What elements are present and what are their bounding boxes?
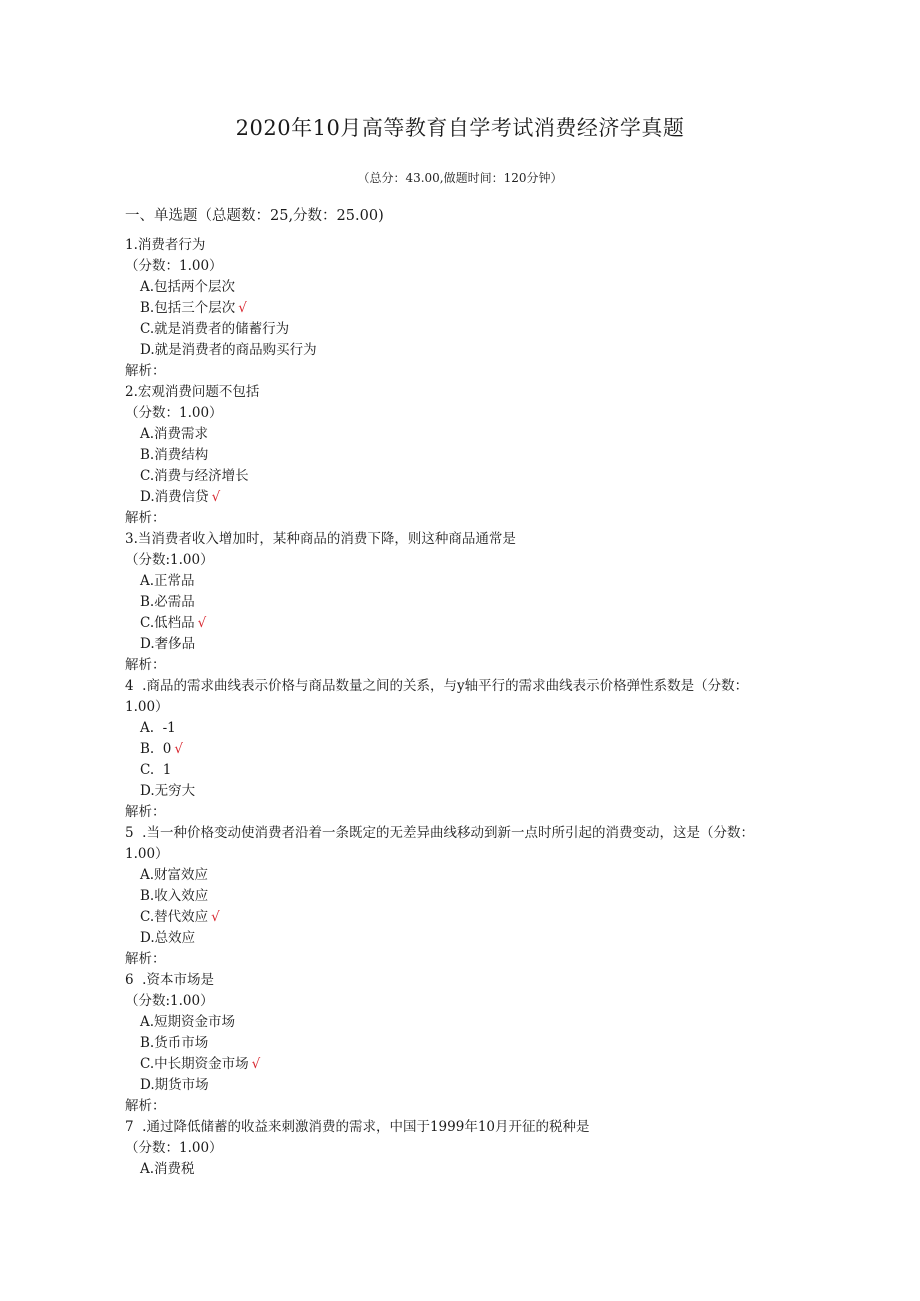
answer-option xyxy=(125,277,765,298)
answer-option-text: A. -1 xyxy=(140,720,176,736)
section-heading: 一、单选题（总题数：25,分数：25.00) xyxy=(125,208,384,224)
correct-check-icon: √ xyxy=(211,909,220,925)
answer-option xyxy=(125,466,765,487)
answer-option xyxy=(125,634,765,655)
question-block xyxy=(125,823,765,970)
question-stem: 4 .商品的需求曲线表示价格与商品数量之间的关系，与y轴平行的需求曲线表示价格弹性系数是（分数：1.00） xyxy=(125,678,749,715)
answer-option xyxy=(125,718,765,739)
answer-option xyxy=(125,739,765,760)
answer-option xyxy=(125,865,765,886)
answer-option xyxy=(125,424,765,445)
answer-option xyxy=(125,487,765,508)
question-stem: 7 .通过降低储蓄的收益来刺激消费的需求，中国于1999年10月开征的税种是 xyxy=(125,1119,590,1135)
question-score: （分数：1.00） xyxy=(125,258,223,274)
answer-option xyxy=(125,1075,765,1096)
analysis-label: 解析： xyxy=(125,510,166,526)
answer-option-text: B.消费结构 xyxy=(140,447,209,463)
correct-check-icon: √ xyxy=(174,741,183,757)
answer-option-text: A.消费需求 xyxy=(140,426,209,442)
answer-option xyxy=(125,1033,765,1054)
question-block xyxy=(125,382,765,529)
analysis-label: 解析： xyxy=(125,951,166,967)
answer-option-text: C.中长期资金市场 xyxy=(140,1056,249,1072)
question-stem: 6 .资本市场是 xyxy=(125,972,214,988)
question-block xyxy=(125,235,765,382)
exam-meta: （总分：43.00,做题时间：120分钟） xyxy=(357,171,563,185)
answer-option xyxy=(125,928,765,949)
answer-option xyxy=(125,886,765,907)
answer-option xyxy=(125,298,765,319)
answer-option-text: C.低档品 xyxy=(140,615,195,631)
answer-option-text: B.收入效应 xyxy=(140,888,209,904)
answer-option xyxy=(125,907,765,928)
answer-option xyxy=(125,1012,765,1033)
analysis-label: 解析： xyxy=(125,1098,166,1114)
question-block xyxy=(125,676,765,823)
answer-option-text: D.奢侈品 xyxy=(140,636,196,652)
question-block xyxy=(125,970,765,1117)
answer-option-text: B.货币市场 xyxy=(140,1035,209,1051)
question-score: （分数:1.00） xyxy=(125,552,214,568)
answer-option xyxy=(125,613,765,634)
answer-option-text: C. 1 xyxy=(140,762,172,778)
answer-option-text: D.总效应 xyxy=(140,930,196,946)
answer-option-text: A.财富效应 xyxy=(140,867,209,883)
answer-option xyxy=(125,781,765,802)
answer-option-text: A.短期资金市场 xyxy=(140,1014,236,1030)
answer-option-text: C.替代效应 xyxy=(140,909,209,925)
page-title: 2020年10月高等教育自学考试消费经济学真题 xyxy=(235,116,685,140)
question-list xyxy=(125,235,765,1180)
correct-check-icon: √ xyxy=(197,615,207,631)
answer-option xyxy=(125,445,765,466)
answer-option xyxy=(125,1054,765,1075)
question-block xyxy=(125,529,765,676)
answer-option-text: B.必需品 xyxy=(140,594,195,610)
correct-check-icon: √ xyxy=(211,489,221,505)
correct-check-icon: √ xyxy=(251,1056,261,1072)
correct-check-icon: √ xyxy=(238,300,247,316)
answer-option-text: B.包括三个层次 xyxy=(140,300,236,316)
answer-option-text: A.消费税 xyxy=(140,1161,195,1177)
answer-option xyxy=(125,1159,765,1180)
question-stem: 2.宏观消费问题不包括 xyxy=(125,384,260,400)
question-score: （分数:1.00） xyxy=(125,993,214,1009)
answer-option-text: C.消费与经济增长 xyxy=(140,468,249,484)
analysis-label: 解析： xyxy=(125,657,166,673)
question-block xyxy=(125,1117,765,1180)
answer-option xyxy=(125,571,765,592)
answer-option-text: C.就是消费者的储蓄行为 xyxy=(140,321,290,337)
answer-option xyxy=(125,592,765,613)
answer-option-text: A.正常品 xyxy=(140,573,195,589)
answer-option-text: D.消费信贷 xyxy=(140,489,209,505)
question-stem: 3.当消费者收入增加时，某种商品的消费下降，则这种商品通常是 xyxy=(125,531,516,547)
answer-option-text: B. 0 xyxy=(140,741,172,757)
answer-option xyxy=(125,319,765,340)
answer-option-text: D.无穷大 xyxy=(140,783,196,799)
answer-option xyxy=(125,340,765,361)
answer-option xyxy=(125,760,765,781)
question-stem: 5 .当一种价格变动使消费者沿着一条既定的无差异曲线移动到新一点时所引起的消费变动，这是（分数：1.00） xyxy=(125,825,754,862)
question-stem: 1.消费者行为 xyxy=(125,237,206,253)
question-score: （分数：1.00） xyxy=(125,405,223,421)
answer-option-text: D.期货市场 xyxy=(140,1077,209,1093)
answer-option-text: A.包括两个层次 xyxy=(140,279,236,295)
question-score: （分数：1.00） xyxy=(125,1140,223,1156)
analysis-label: 解析： xyxy=(125,804,166,820)
analysis-label: 解析： xyxy=(125,363,166,379)
answer-option-text: D.就是消费者的商品购买行为 xyxy=(140,342,317,358)
